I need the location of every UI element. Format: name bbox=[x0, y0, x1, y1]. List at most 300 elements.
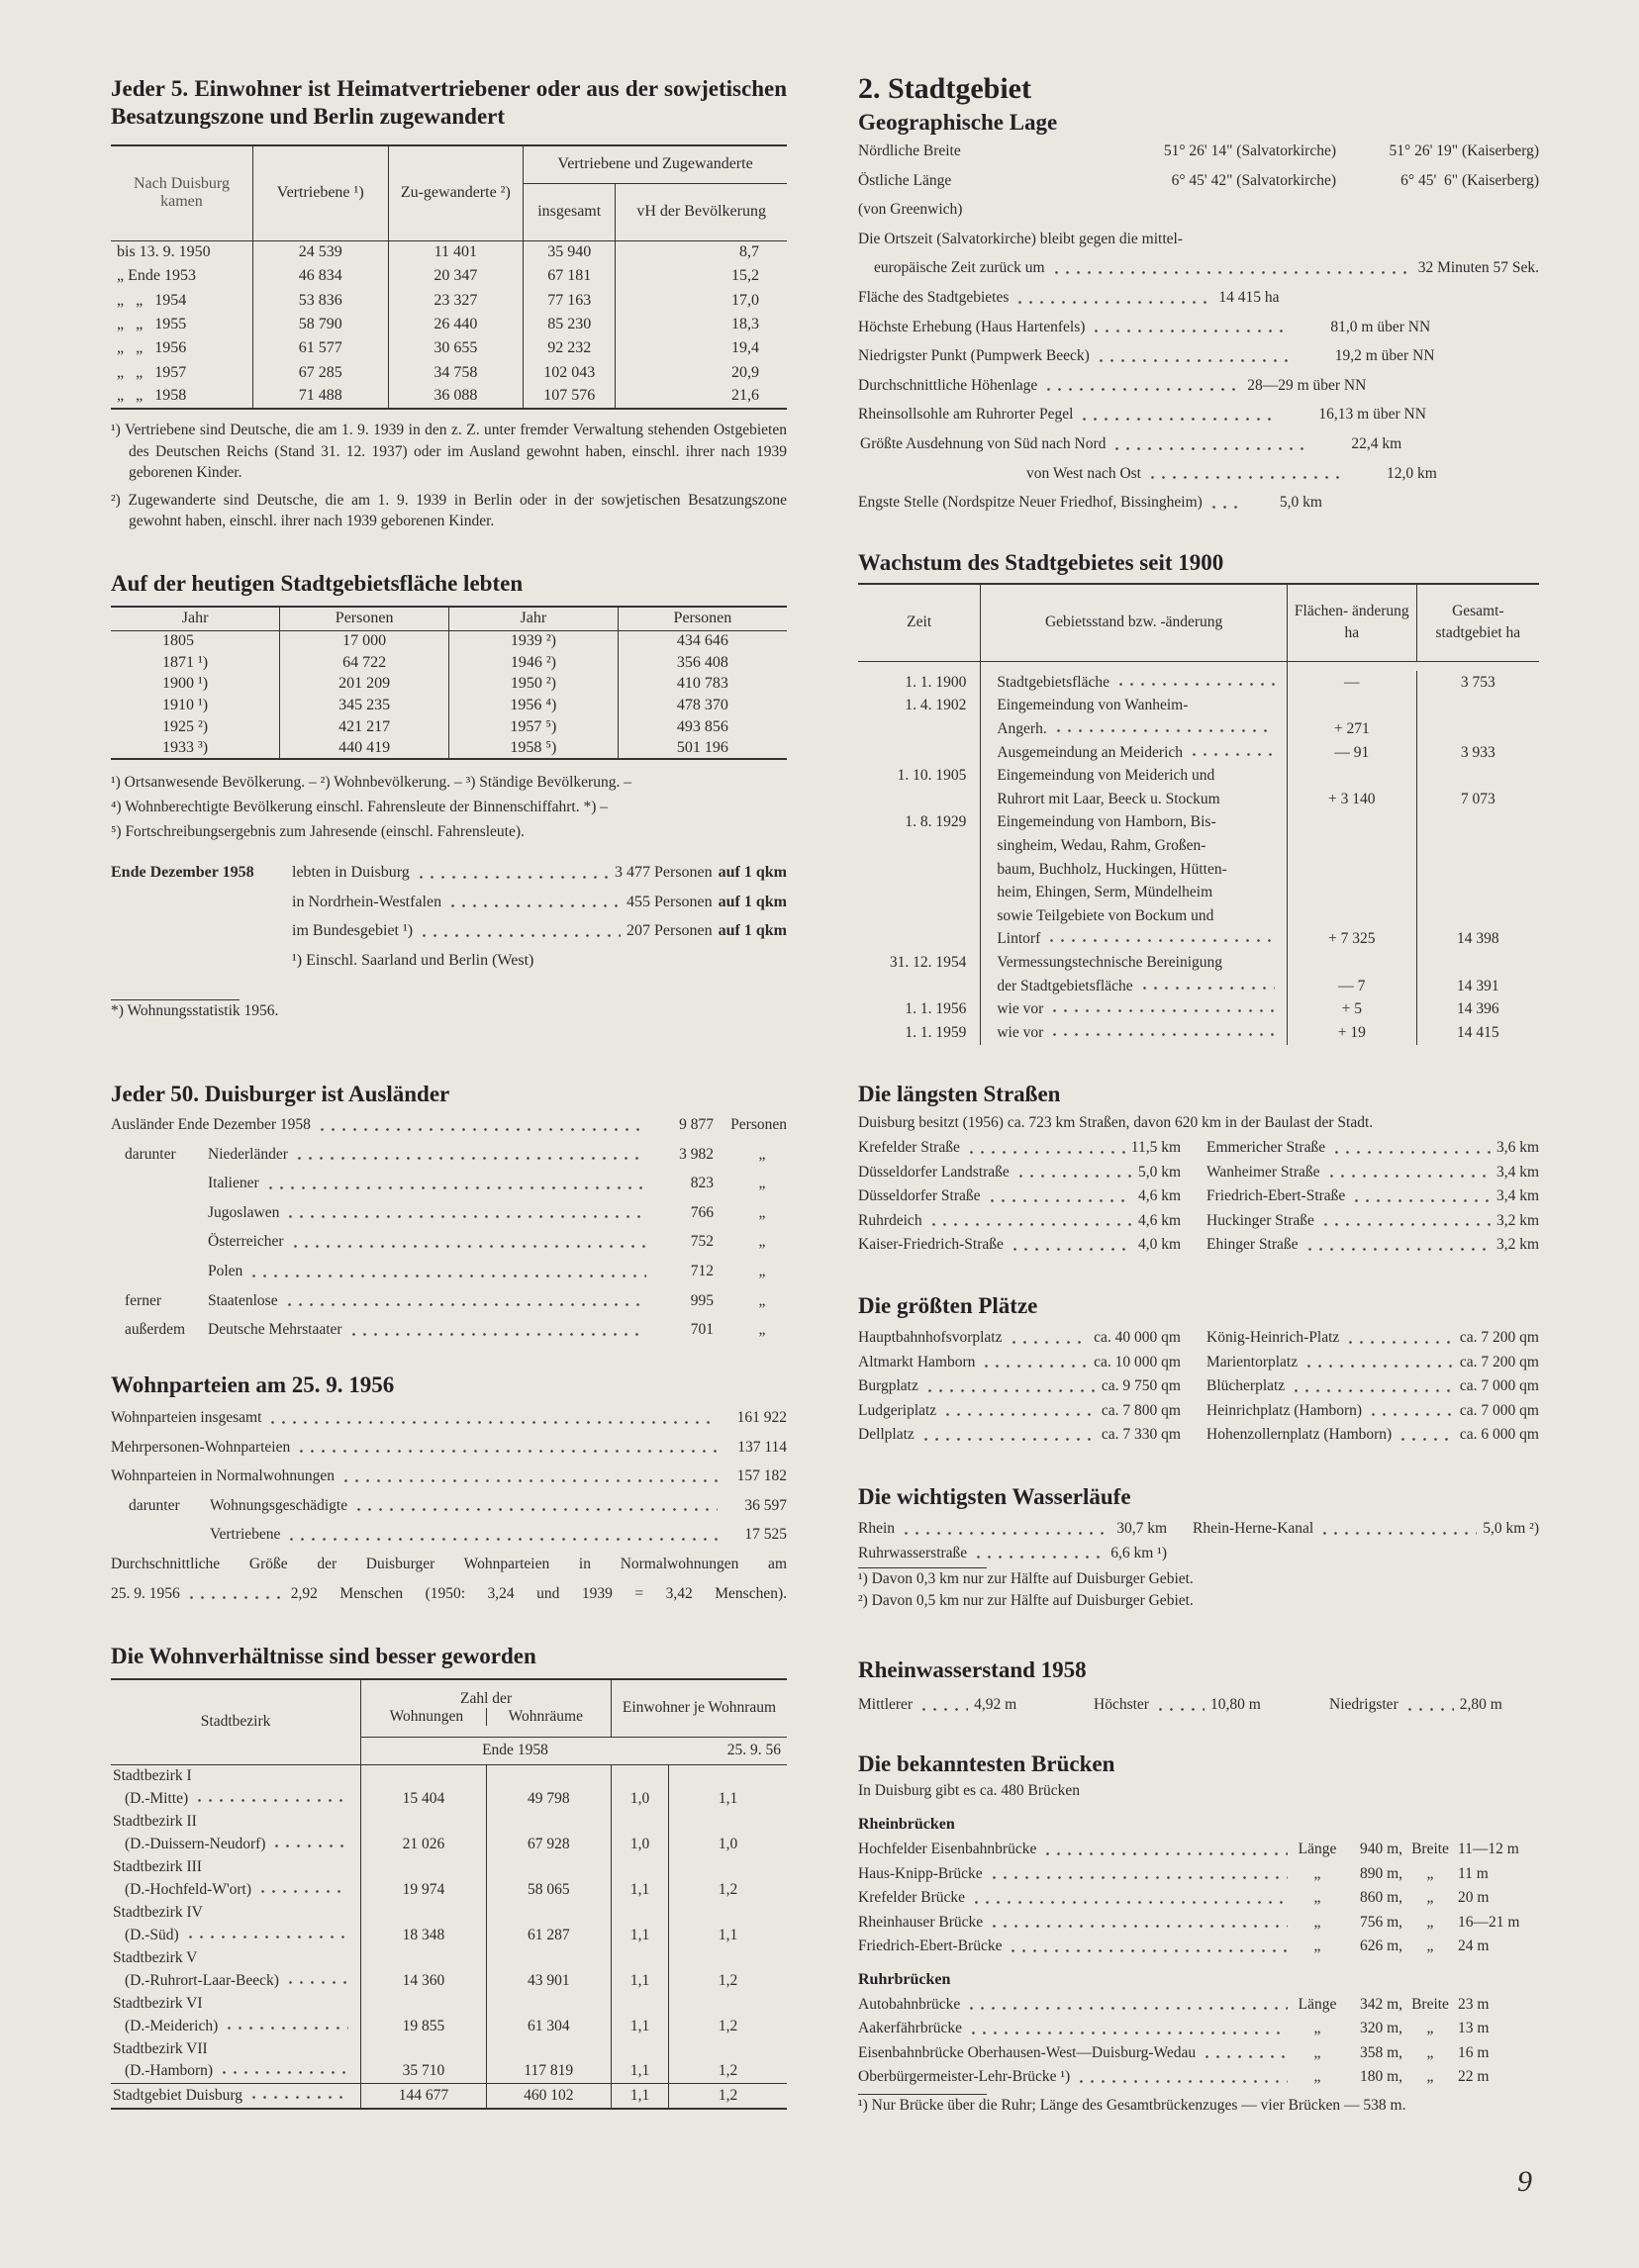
name: Wanheimer Straße bbox=[1206, 1163, 1320, 1181]
list-item bbox=[1206, 1209, 1539, 1234]
table-row bbox=[111, 652, 787, 674]
density-lead: Ende Dezember 1958 bbox=[111, 864, 254, 882]
value: ca. 7 330 qm bbox=[1101, 1426, 1181, 1443]
bezirk-sub: (D.-Süd) bbox=[125, 1926, 179, 1943]
value: 995 bbox=[690, 1291, 714, 1309]
label: Nördliche Breite bbox=[858, 142, 961, 159]
bridge-name: Haus-Knipp-Brücke bbox=[858, 1864, 983, 1882]
leader-dots bbox=[1079, 418, 1277, 421]
gesamt: 3 933 bbox=[1416, 741, 1539, 765]
total-name: Stadtgebiet Duisburg bbox=[113, 2086, 243, 2104]
total-r: 460 102 bbox=[486, 2083, 611, 2109]
value: 712 bbox=[690, 1262, 714, 1279]
list-item bbox=[1206, 1374, 1539, 1399]
page-footnote: *) Wohnungsstatistik 1956. bbox=[111, 1001, 279, 1019]
name: Huckinger Straße bbox=[1206, 1211, 1314, 1229]
section-bruecken bbox=[858, 1750, 1539, 2117]
wasserstand-item bbox=[1094, 1690, 1303, 1720]
cell-p2: 501 196 bbox=[618, 737, 787, 759]
bridge-name: Oberbürgermeister-Lehr-Brücke ¹) bbox=[858, 2068, 1071, 2085]
label: Wohnparteien in Normalwohnungen bbox=[111, 1467, 336, 1485]
cell-v: 71 488 bbox=[252, 385, 388, 409]
bezirk-sub: (D.-Duissern-Neudorf) bbox=[125, 1835, 266, 1852]
cell-e1: 1,0 bbox=[611, 1833, 668, 1855]
value: ca. 6 000 qm bbox=[1459, 1426, 1539, 1443]
value: 36 597 bbox=[744, 1496, 787, 1514]
width: 22 m bbox=[1458, 2068, 1490, 2085]
table-row bbox=[111, 1855, 787, 1878]
cell-p1: 345 235 bbox=[280, 695, 449, 716]
label: Engste Stelle (Nordspitze Neuer Friedhof, Bissingheim) bbox=[858, 494, 1203, 512]
value: 30,7 km bbox=[1116, 1520, 1167, 1537]
leader-dots bbox=[1304, 1248, 1491, 1251]
bridge-name: Aakerfährbrücke bbox=[858, 2020, 962, 2036]
leader-dots bbox=[294, 1157, 646, 1160]
cell-j1: 1871 ¹) bbox=[162, 653, 209, 671]
col-header: Nach Duisburg kamen bbox=[111, 145, 252, 240]
gesamt: 14 415 bbox=[1416, 1021, 1539, 1045]
zeit bbox=[858, 834, 981, 858]
leader-dots bbox=[317, 1128, 646, 1131]
label: Wohnparteien insgesamt bbox=[111, 1409, 262, 1426]
width-key: „ bbox=[1426, 1937, 1434, 1954]
leader-dots bbox=[1042, 1852, 1288, 1855]
name: Hauptbahnhofsvorplatz bbox=[858, 1329, 1003, 1346]
leader-dots bbox=[224, 2027, 348, 2030]
table-row bbox=[111, 264, 787, 288]
leader-dots bbox=[348, 1333, 646, 1336]
width-key: „ bbox=[1426, 1864, 1434, 1882]
table-row bbox=[111, 2015, 787, 2037]
auslaender-total-row bbox=[111, 1110, 787, 1140]
leader-dots bbox=[1208, 506, 1238, 509]
table-row bbox=[111, 289, 787, 313]
list-item bbox=[111, 1462, 787, 1491]
leader-dots bbox=[966, 1151, 1125, 1154]
cell-j1: 1805 bbox=[162, 632, 194, 650]
cell-v: 46 834 bbox=[252, 264, 388, 288]
value: 3,2 km bbox=[1495, 1211, 1539, 1229]
cell-r: 117 819 bbox=[486, 2060, 611, 2083]
leader-dots bbox=[1320, 1223, 1491, 1226]
table-row bbox=[858, 997, 1539, 1021]
section-wohnverhaeltnisse bbox=[111, 1643, 787, 2110]
width: 24 m bbox=[1458, 1937, 1490, 1954]
cell-w: 21 026 bbox=[361, 1833, 486, 1855]
col-header: Gesamt- stadtgebiet ha bbox=[1416, 584, 1539, 661]
cell-v: 67 285 bbox=[252, 360, 388, 384]
avg-date: 25. 9. 1956 bbox=[111, 1584, 180, 1602]
list-item bbox=[858, 1233, 1181, 1258]
bezirk-sub: (D.-Hochfeld-W'ort) bbox=[125, 1880, 252, 1898]
col-header: Zu-gewanderte ²) bbox=[388, 145, 524, 240]
bezirk-name: Stadtbezirk V bbox=[113, 1948, 198, 1966]
leader-dots bbox=[1014, 301, 1212, 304]
wachstum-table bbox=[858, 583, 1539, 1045]
name: Hohenzollernplatz (Hamborn) bbox=[1206, 1426, 1393, 1443]
cell-z: 36 088 bbox=[388, 385, 524, 409]
flaechen-aenderung: + 3 140 bbox=[1287, 788, 1416, 811]
length-key: Länge bbox=[1298, 1995, 1337, 2013]
value: 823 bbox=[690, 1175, 714, 1192]
value: 455 Personen bbox=[626, 893, 713, 910]
flaechen-aenderung: — bbox=[1287, 671, 1416, 695]
table-row bbox=[111, 2037, 787, 2060]
name: Mittlerer bbox=[858, 1696, 914, 1713]
list-item bbox=[858, 1326, 1181, 1351]
coord-salvator: 6° 45' 42" (Salvatorkirche) bbox=[1171, 171, 1336, 189]
density-row bbox=[111, 858, 787, 888]
leader-dots bbox=[419, 934, 621, 937]
cell-p: 15,2 bbox=[616, 264, 787, 288]
cell-w: 18 348 bbox=[361, 1924, 486, 1946]
length-key: „ bbox=[1313, 1913, 1321, 1931]
label: Polen bbox=[208, 1262, 243, 1279]
col-header bbox=[361, 1679, 612, 1737]
ortszeit-line: Die Ortszeit (Salvatorkirche) bleibt gegen die mittel- bbox=[858, 230, 1183, 247]
place: lebten in Duisburg bbox=[292, 864, 410, 882]
list-item bbox=[111, 1286, 787, 1316]
col-header: Vertriebene ¹) bbox=[252, 145, 388, 240]
length-key: „ bbox=[1313, 1889, 1321, 1906]
value: 16,13 m über NN bbox=[1318, 406, 1426, 424]
value: 9 877 bbox=[679, 1116, 714, 1133]
footnote: ²) Davon 0,5 km nur zur Hälfte auf Duisburger Gebiet. bbox=[858, 1592, 1194, 1609]
section-title: Geographische Lage bbox=[858, 110, 1058, 135]
col-header: Personen bbox=[280, 607, 449, 630]
flaechen-aenderung: — 7 bbox=[1287, 975, 1416, 998]
section-strassen bbox=[858, 1081, 1539, 1258]
gebiet-text: Lintorf bbox=[997, 930, 1041, 948]
fact-row bbox=[858, 400, 1539, 429]
zeit: 1. 1. 1900 bbox=[905, 673, 967, 691]
cell-p2: 493 856 bbox=[618, 716, 787, 738]
list-item bbox=[111, 1315, 787, 1345]
length: 342 m, bbox=[1359, 1995, 1402, 2013]
cell-r: 61 304 bbox=[486, 2015, 611, 2037]
value: 17 525 bbox=[744, 1526, 787, 1544]
bezirk-name: Stadtbezirk VII bbox=[113, 2039, 208, 2057]
flaechen-aenderung: + 5 bbox=[1287, 997, 1416, 1021]
table-row bbox=[858, 858, 1539, 882]
table-row bbox=[111, 1833, 787, 1855]
bridge-name: Autobahnbrücke bbox=[858, 1995, 961, 2013]
table-row bbox=[111, 313, 787, 336]
cell-p: 18,3 bbox=[616, 313, 787, 336]
leader-dots bbox=[271, 1844, 348, 1847]
value: ca. 40 000 qm bbox=[1094, 1329, 1181, 1346]
bridge-row bbox=[858, 1911, 1539, 1936]
name: Höchster bbox=[1094, 1696, 1149, 1713]
bridge-row bbox=[858, 2041, 1539, 2066]
list-item bbox=[1206, 1136, 1539, 1161]
gebiet-text: singheim, Wedau, Rahm, Großen- bbox=[997, 836, 1206, 854]
value: 3,4 km bbox=[1495, 1163, 1539, 1181]
section-wohnparteien bbox=[111, 1371, 787, 1608]
leader-dots bbox=[1155, 1708, 1205, 1711]
label: Niederländer bbox=[208, 1145, 288, 1163]
gebiet-text: heim, Ehingen, Serm, Mündelheim bbox=[997, 884, 1213, 901]
leader-dots bbox=[1189, 753, 1275, 756]
length: 358 m, bbox=[1359, 2043, 1402, 2061]
value: 3 477 Personen bbox=[614, 864, 713, 882]
gebiet-text: baum, Buchholz, Huckingen, Hütten- bbox=[997, 860, 1227, 878]
avg-line: Durchschnittliche Größe der Duisburger Wohnparteien in Normalwohnungen am bbox=[111, 1555, 787, 1572]
section-title: Wachstum des Stadtgebietes seit 1900 bbox=[858, 550, 1224, 575]
cell-when: „ „ 1956 bbox=[117, 339, 187, 357]
cell-v: 53 836 bbox=[252, 289, 388, 313]
list-item bbox=[858, 1161, 1181, 1185]
zeit bbox=[858, 975, 981, 998]
value: 4,92 m bbox=[974, 1696, 1017, 1713]
gesamt bbox=[1416, 858, 1539, 882]
zeit bbox=[858, 904, 981, 928]
length: 180 m, bbox=[1359, 2068, 1402, 2085]
value: 3,2 km bbox=[1495, 1236, 1539, 1253]
wasserstand-item bbox=[858, 1690, 1068, 1720]
length-key: Länge bbox=[1298, 1841, 1337, 1857]
table-row bbox=[858, 975, 1539, 998]
cell-z: 34 758 bbox=[388, 360, 524, 384]
section-title: Jeder 50. Duisburger ist Ausländer bbox=[111, 1082, 450, 1106]
bezirk-name: Stadtbezirk II bbox=[113, 1812, 197, 1830]
bezirk-name: Stadtbezirk IV bbox=[113, 1903, 203, 1921]
cell-p: 21,6 bbox=[616, 385, 787, 409]
length-key: „ bbox=[1313, 2043, 1321, 2061]
list-item bbox=[858, 1374, 1181, 1399]
unit: „ bbox=[758, 1321, 766, 1339]
leader-dots bbox=[447, 904, 621, 907]
gebiet-text: Stadtgebietsfläche bbox=[997, 673, 1109, 691]
width-key: Breite bbox=[1411, 1995, 1449, 2013]
leader-dots bbox=[186, 1596, 285, 1599]
value: 5,0 km ²) bbox=[1483, 1520, 1539, 1537]
value: 4,6 km bbox=[1137, 1187, 1181, 1204]
date-header: Ende 1958 bbox=[361, 1737, 669, 1764]
avg-value: 2,92 Menschen (1950: 3,24 und 1939 = 3,42 Menschen). bbox=[290, 1584, 787, 1602]
cell-i: 85 230 bbox=[524, 313, 616, 336]
flaechen-aenderung: + 7 325 bbox=[1287, 928, 1416, 952]
flaechen-aenderung bbox=[1287, 858, 1416, 882]
zeit bbox=[858, 717, 981, 741]
table-row bbox=[858, 951, 1539, 975]
zeit bbox=[858, 858, 981, 882]
value: ca. 7 800 qm bbox=[1101, 1401, 1181, 1419]
label: europäische Zeit zurück um bbox=[874, 259, 1045, 277]
name: Düsseldorfer Straße bbox=[858, 1187, 981, 1204]
section-auslaender bbox=[111, 1081, 787, 1345]
wohnraeume-label: Wohnräume bbox=[508, 1708, 583, 1726]
flaechen-aenderung bbox=[1287, 695, 1416, 718]
bevoelkerung-table bbox=[111, 606, 787, 760]
label: Jugoslawen bbox=[208, 1203, 280, 1221]
leader-dots bbox=[1009, 1341, 1089, 1344]
width-key: Breite bbox=[1411, 1841, 1449, 1857]
table-row bbox=[111, 385, 787, 409]
length-key: „ bbox=[1313, 1864, 1321, 1882]
table-row bbox=[858, 695, 1539, 718]
gesamt bbox=[1416, 904, 1539, 928]
width-key: „ bbox=[1426, 2068, 1434, 2085]
length: 940 m, bbox=[1359, 1841, 1402, 1857]
fact-row bbox=[858, 371, 1539, 401]
bezirk-sub: (D.-Mitte) bbox=[125, 1789, 189, 1807]
cell-i: 102 043 bbox=[524, 360, 616, 384]
leader-dots bbox=[1091, 330, 1289, 332]
unit: Personen bbox=[730, 1116, 787, 1133]
leader-dots bbox=[966, 2007, 1288, 2010]
leader-dots bbox=[918, 1708, 968, 1711]
leader-dots bbox=[219, 2071, 348, 2074]
cell-w: 14 360 bbox=[361, 1969, 486, 1992]
coord-salvator: 51° 26' 14" (Salvatorkirche) bbox=[1163, 142, 1336, 159]
name: Ludgeriplatz bbox=[858, 1401, 937, 1419]
leader-dots bbox=[257, 1890, 348, 1893]
cell-r: 58 065 bbox=[486, 1878, 611, 1901]
ortszeit-row bbox=[858, 253, 1539, 283]
leader-dots bbox=[989, 1925, 1288, 1928]
cell-i: 77 163 bbox=[524, 289, 616, 313]
name: Ruhrdeich bbox=[858, 1211, 922, 1229]
bridge-row bbox=[858, 2017, 1539, 2041]
bridge-name: Hochfelder Eisenbahnbrücke bbox=[858, 1841, 1037, 1857]
table-row bbox=[858, 764, 1539, 788]
leader-dots bbox=[1015, 1175, 1132, 1178]
section-plaetze bbox=[858, 1292, 1539, 1448]
label: Vertriebene bbox=[210, 1526, 281, 1544]
list-item bbox=[858, 1542, 1167, 1566]
table-row bbox=[111, 2060, 787, 2083]
section-title: Rheinwasserstand 1958 bbox=[858, 1657, 1087, 1682]
label: Niedrigster Punkt (Pumpwerk Beeck) bbox=[858, 347, 1090, 365]
cell-e2: 1,1 bbox=[669, 1787, 787, 1810]
list-item bbox=[1206, 1399, 1539, 1424]
name: Niedrigster bbox=[1329, 1696, 1398, 1713]
cell-z: 20 347 bbox=[388, 264, 524, 288]
fact-row bbox=[858, 459, 1539, 489]
section-title: Die wichtigsten Wasserläufe bbox=[858, 1484, 1131, 1509]
cell-e1: 1,1 bbox=[611, 2015, 668, 2037]
footnote: ⁵) Fortschreibungsergebnis zum Jahresende (einschl. Fahrensleute). bbox=[111, 823, 525, 841]
value: ca. 7 200 qm bbox=[1459, 1329, 1539, 1346]
leader-dots bbox=[1008, 1949, 1288, 1952]
leader-dots bbox=[185, 1936, 349, 1938]
leader-dots bbox=[987, 1199, 1132, 1202]
value: 2,80 m bbox=[1459, 1696, 1502, 1713]
cell-j1: 1900 ¹) bbox=[162, 675, 209, 693]
cell-r: 67 928 bbox=[486, 1833, 611, 1855]
page-number: 9 bbox=[1517, 2165, 1532, 2198]
table-row bbox=[111, 1924, 787, 1946]
list-item bbox=[1206, 1161, 1539, 1185]
cell-p1: 201 209 bbox=[280, 673, 449, 695]
cell-z: 23 327 bbox=[388, 289, 524, 313]
value: 3 982 bbox=[679, 1145, 714, 1163]
col-header: Jahr bbox=[449, 607, 619, 630]
zeit: 31. 12. 1954 bbox=[889, 953, 967, 971]
leader-dots bbox=[1326, 1175, 1491, 1178]
table-row bbox=[111, 1878, 787, 1901]
width: 11 m bbox=[1458, 1864, 1489, 1882]
cell-e2: 1,1 bbox=[669, 1924, 787, 1946]
unit: „ bbox=[758, 1175, 766, 1192]
flaechen-aenderung bbox=[1287, 904, 1416, 928]
leader-dots bbox=[920, 1438, 1096, 1441]
cell-w: 19 974 bbox=[361, 1878, 486, 1901]
density-row bbox=[111, 888, 787, 917]
total-row bbox=[111, 2083, 787, 2109]
table-row bbox=[858, 928, 1539, 952]
cell-e1: 1,1 bbox=[611, 1878, 668, 1901]
cell-j2: 1939 ²) bbox=[449, 630, 619, 652]
value: 701 bbox=[690, 1321, 714, 1339]
wohnverhaeltnisse-table bbox=[111, 1678, 787, 2110]
cell-when: „ Ende 1953 bbox=[117, 267, 196, 285]
footnote-rule bbox=[111, 999, 240, 1000]
col-header: Einwohner je Wohnraum bbox=[611, 1679, 787, 1737]
prefix: außerdem bbox=[125, 1321, 186, 1339]
col-header: Gebietsstand bzw. -änderung bbox=[981, 584, 1288, 661]
section-title: Die bekanntesten Brücken bbox=[858, 1751, 1115, 1776]
cell-e1: 1,1 bbox=[611, 1969, 668, 1992]
coord-kaiserberg: 6° 45' 6" (Kaiserberg) bbox=[1400, 171, 1539, 189]
leader-dots bbox=[1053, 729, 1275, 732]
list-item bbox=[1206, 1233, 1539, 1258]
gesamt bbox=[1416, 717, 1539, 741]
value: 4,0 km bbox=[1137, 1236, 1181, 1253]
chapter-title: 2. Stadtgebiet bbox=[858, 72, 1031, 105]
section-vertriebene bbox=[111, 75, 787, 538]
gebiet-text: Eingemeindung von Meiderich und bbox=[997, 767, 1215, 785]
bridge-name: Eisenbahnbrücke Oberhausen-West—Duisburg-Wedau bbox=[858, 2043, 1197, 2061]
cell-p1: 421 217 bbox=[280, 716, 449, 738]
wasserstand-item bbox=[1329, 1690, 1539, 1720]
leader-dots bbox=[1049, 1033, 1275, 1036]
gesamt bbox=[1416, 951, 1539, 975]
leader-dots bbox=[1351, 1199, 1491, 1202]
name: Emmericher Straße bbox=[1206, 1139, 1326, 1156]
cell-p2: 356 408 bbox=[618, 652, 787, 674]
gesamt bbox=[1416, 764, 1539, 788]
section-bevoelkerung bbox=[111, 570, 787, 1020]
leader-dots bbox=[1049, 1009, 1275, 1012]
leader-dots bbox=[286, 1538, 718, 1541]
list-item bbox=[111, 1403, 787, 1433]
cell-e2: 1,2 bbox=[669, 2060, 787, 2083]
date-header: 25. 9. 56 bbox=[669, 1737, 787, 1764]
leader-dots bbox=[924, 1389, 1096, 1392]
name: Heinrichplatz (Hamborn) bbox=[1206, 1401, 1363, 1419]
value: 81,0 m über NN bbox=[1330, 318, 1431, 335]
footnotes bbox=[111, 770, 787, 844]
coord-row bbox=[858, 137, 1539, 166]
leader-dots bbox=[1096, 359, 1294, 362]
value: 161 922 bbox=[736, 1409, 787, 1426]
leader-dots bbox=[968, 2032, 1288, 2034]
name: Marientorplatz bbox=[1206, 1353, 1299, 1370]
gebiet-text: der Stadtgebietsfläche bbox=[997, 977, 1133, 994]
cell-j2: 1958 ⁵) bbox=[449, 737, 619, 759]
cell-w: 15 404 bbox=[361, 1787, 486, 1810]
footnote: ¹) Davon 0,3 km nur zur Hälfte auf Duisburger Gebiet. bbox=[858, 1570, 1194, 1587]
leader-dots bbox=[248, 1275, 646, 1277]
cell-v: 24 539 bbox=[252, 240, 388, 264]
table-row bbox=[111, 1764, 787, 1787]
gebiet-text: Vermessungstechnische Bereinigung bbox=[997, 953, 1223, 971]
cell-e1: 1,1 bbox=[611, 1924, 668, 1946]
leader-dots bbox=[1345, 1341, 1454, 1344]
name: Krefelder Straße bbox=[858, 1139, 960, 1156]
